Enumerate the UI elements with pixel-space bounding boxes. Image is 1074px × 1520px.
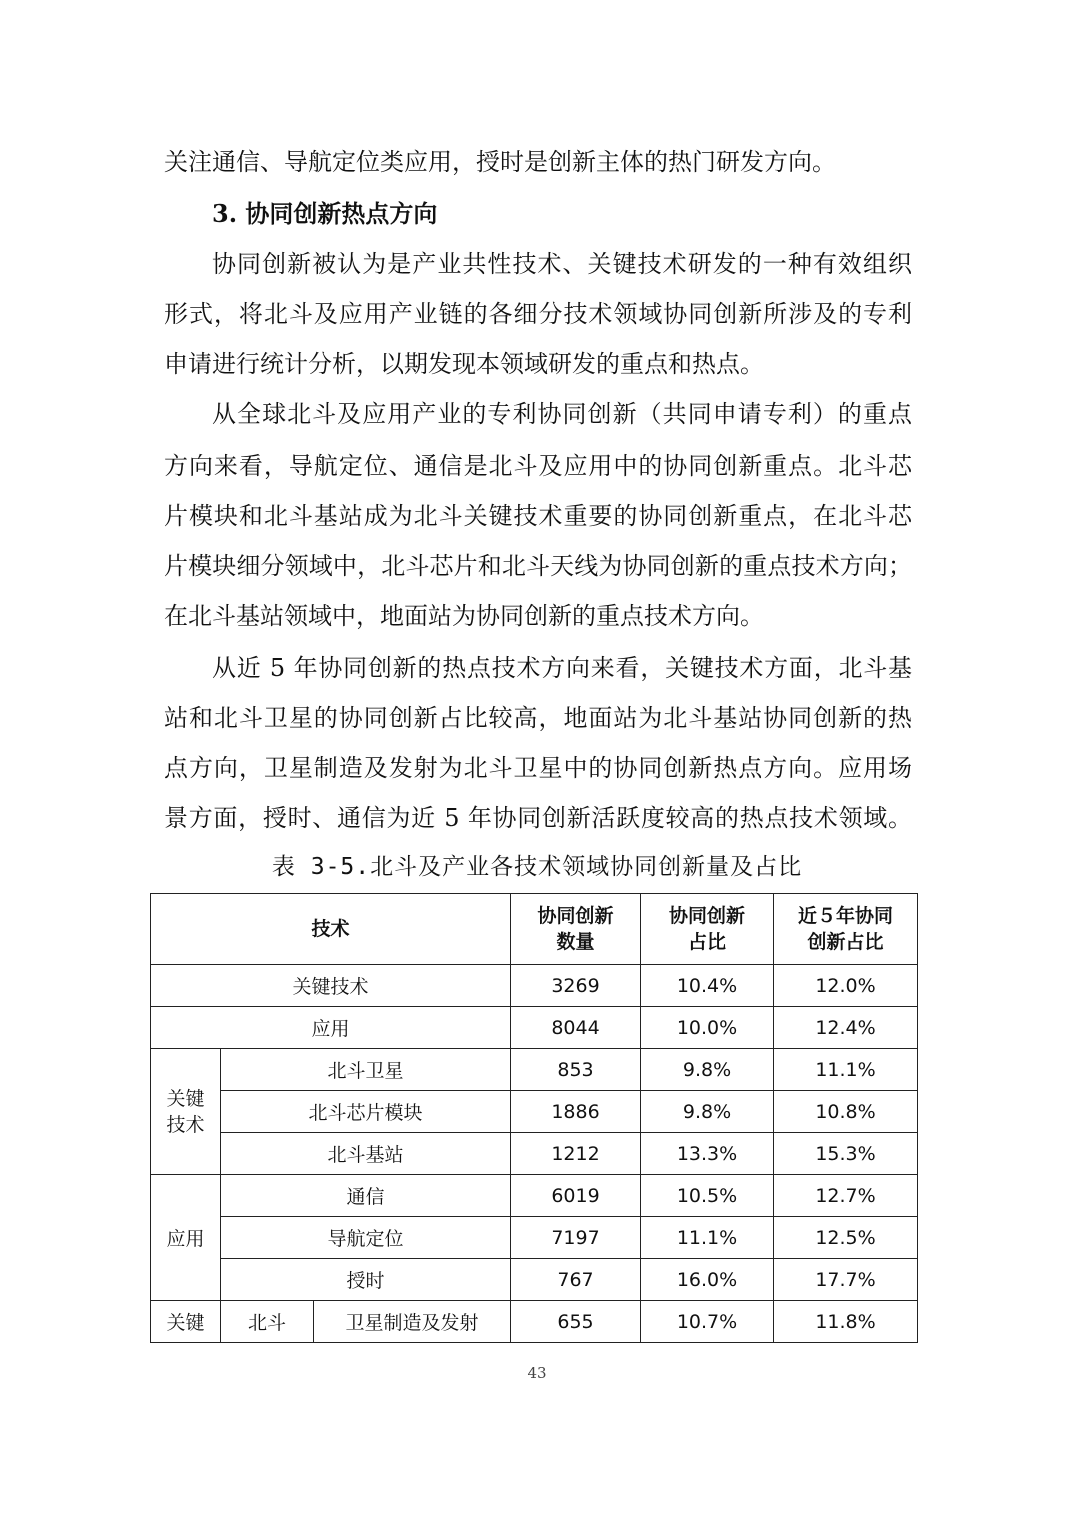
body-text-line: 从全球北斗及应用产业的专利协同创新（共同申请专利）的重点 bbox=[212, 399, 912, 429]
group-cell: 应用 bbox=[151, 1175, 221, 1301]
page-number: 43 bbox=[0, 1364, 1074, 1382]
table-caption: 表 3-5.北斗及产业各技术领域协同创新量及占比 bbox=[0, 848, 1074, 881]
table-row: 北斗基站 1212 13.3% 15.3% bbox=[151, 1133, 918, 1175]
body-text-line: 关注通信、导航定位类应用，授时是创新主体的热门研发方向。 bbox=[164, 147, 912, 177]
body-text-line: 片模块和北斗基站成为北斗关键技术重要的协同创新重点，在北斗芯 bbox=[164, 501, 912, 531]
body-text-line: 申请进行统计分析，以期发现本领域研发的重点和热点。 bbox=[164, 349, 912, 379]
body-text-line: 片模块细分领域中，北斗芯片和北斗天线为协同创新的重点技术方向； bbox=[164, 551, 912, 581]
header-share: 协同创新 占比 bbox=[641, 894, 774, 965]
table-row: 导航定位 7197 11.1% 12.5% bbox=[151, 1217, 918, 1259]
table-row: 关键 技术 北斗卫星 853 9.8% 11.1% bbox=[151, 1049, 918, 1091]
table-row: 授时 767 16.0% 17.7% bbox=[151, 1259, 918, 1301]
header-tech: 技术 bbox=[151, 894, 511, 965]
body-text-line: 景方面，授时、通信为近 5 年协同创新活跃度较高的热点技术领域。 bbox=[164, 803, 912, 833]
table-row: 关键 北斗 卫星制造及发射 655 10.7% 11.8% bbox=[151, 1301, 918, 1343]
body-text-line: 站和北斗卫星的协同创新占比较高，地面站为北斗基站协同创新的热 bbox=[164, 703, 912, 733]
header-recent: 近５年协同 创新占比 bbox=[774, 894, 918, 965]
body-text-line: 点方向，卫星制造及发射为北斗卫星中的协同创新热点方向。应用场 bbox=[164, 753, 912, 783]
table-row: 应用 8044 10.0% 12.4% bbox=[151, 1007, 918, 1049]
table-row: 北斗芯片模块 1886 9.8% 10.8% bbox=[151, 1091, 918, 1133]
group-cell: 关键 技术 bbox=[151, 1049, 221, 1175]
collaboration-table bbox=[150, 893, 918, 1343]
table-header-row bbox=[151, 894, 918, 965]
section-heading: 3. 协同创新热点方向 bbox=[212, 199, 437, 229]
body-text-line: 协同创新被认为是产业共性技术、关键技术研发的一种有效组织 bbox=[212, 249, 912, 279]
body-text-line: 方向来看，导航定位、通信是北斗及应用中的协同创新重点。北斗芯 bbox=[164, 451, 912, 481]
table-row: 关键技术 3269 10.4% 12.0% bbox=[151, 965, 918, 1007]
table-row: 应用 通信 6019 10.5% 12.7% bbox=[151, 1175, 918, 1217]
body-text-line: 从近 5 年协同创新的热点技术方向来看，关键技术方面，北斗基 bbox=[212, 653, 912, 683]
body-text-line: 在北斗基站领域中，地面站为协同创新的重点技术方向。 bbox=[164, 601, 912, 631]
header-count: 协同创新 数量 bbox=[511, 894, 641, 965]
body-text-line: 形式，将北斗及应用产业链的各细分技术领域协同创新所涉及的专利 bbox=[164, 299, 912, 329]
